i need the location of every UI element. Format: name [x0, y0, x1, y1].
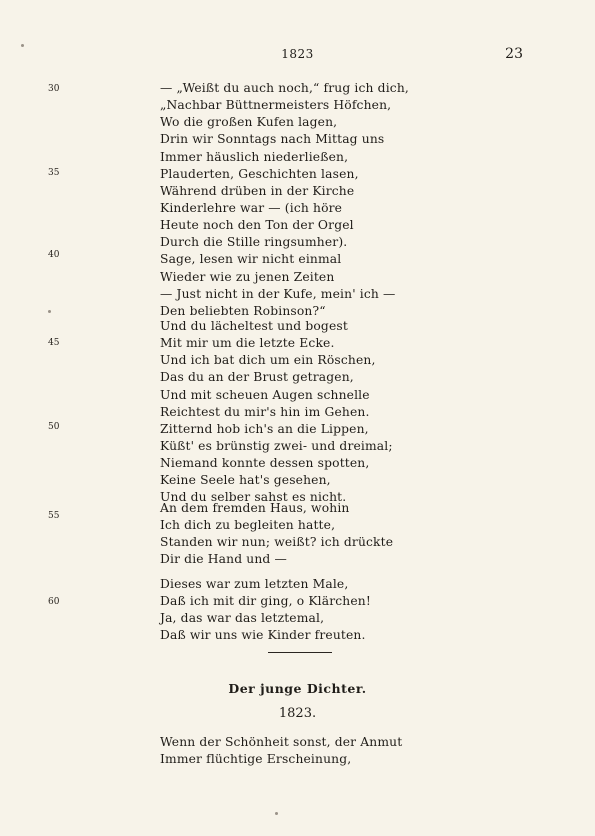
poem-line: Keine Seele hat's gesehen,: [160, 473, 331, 488]
poem-line: Ja, das war das letztemal,: [160, 611, 325, 626]
poem-line: Reichtest du mir's hin im Gehen.: [160, 404, 370, 419]
paper-speck: [275, 812, 278, 815]
poem-line: Standen wir nun; weißt? ich drückte: [160, 535, 394, 550]
poem-line: Und ich bat dich um ein Röschen,: [160, 353, 376, 368]
line-number: 45: [48, 338, 60, 348]
poem-line: Das du an der Brust getragen,: [160, 370, 354, 385]
poem-line: Dieses war zum letzten Male,: [160, 577, 349, 591]
poem-line: Kinderlehre war — (ich höre: [160, 200, 343, 215]
line-number: 55: [48, 511, 60, 521]
paper-speck: [21, 44, 24, 47]
poem-line: Daß ich mit dir ging, o Klärchen!: [160, 594, 371, 609]
poem-line: Daß wir uns wie Kinder freuten.: [160, 628, 366, 643]
line-number: 40: [48, 250, 60, 260]
poem-title: Der junge Dichter.: [228, 681, 367, 696]
poem-line: Drin wir Sonntags nach Mittag uns: [160, 132, 385, 147]
line-number: 30: [48, 84, 60, 94]
poem-line: Wo die großen Kufen lagen,: [160, 115, 338, 130]
poem-line: Immer flüchtige Erscheinung,: [160, 752, 352, 767]
poem-line: Dir die Hand und —: [160, 552, 287, 567]
next-poem-opening: [160, 734, 490, 768]
poem-line: — „Weißt du auch noch,“ frug ich dich,: [160, 81, 409, 95]
section-divider: [268, 652, 332, 653]
poem-line: Wenn der Schönheit sonst, der Anmut: [160, 735, 403, 749]
poem-line: Mit mir um die letzte Ecke.: [160, 336, 335, 351]
poem-line: Niemand konnte dessen spotten,: [160, 456, 370, 471]
stanza-2: [160, 318, 490, 507]
poem-line: Zitternd hob ich's an die Lippen,: [160, 421, 369, 436]
poem-line: Ich dich zu begleiten hatte,: [160, 518, 336, 533]
poem-line: Den beliebten Robinson?“: [160, 303, 326, 318]
poem-line: Durch die Stille ringsumher).: [160, 235, 348, 250]
poem-line: Sage, lesen wir nicht einmal: [160, 252, 342, 267]
line-number: 60: [48, 597, 60, 607]
stanza-4: [160, 576, 490, 645]
line-number: 35: [48, 168, 60, 178]
poem-line: — Just nicht in der Kufe, mein' ich —: [160, 286, 396, 301]
page-number: 23: [505, 46, 523, 62]
poem-line: Immer häuslich niederließen,: [160, 149, 349, 164]
poem-line: Heute noch den Ton der Orgel: [160, 218, 354, 233]
stanza-3: [160, 500, 490, 569]
poem-line: „Nachbar Büttnermeisters Höfchen,: [160, 98, 392, 113]
line-number: 50: [48, 422, 60, 432]
stanza-1: [160, 80, 490, 320]
poem-line: Während drüben in der Kirche: [160, 183, 355, 198]
poem-line: Und du selber sahst es nicht.: [160, 490, 347, 505]
running-header-year: 1823: [281, 47, 314, 61]
poem-line: Und mit scheuen Augen schnelle: [160, 387, 370, 402]
poem-line: Küßt' es brünstig zwei- und dreimal;: [160, 438, 393, 453]
poem-line: Plauderten, Geschichten lasen,: [160, 166, 359, 181]
poem-line: Und du lächeltest und bogest: [160, 319, 348, 333]
poem-year: 1823.: [278, 706, 317, 721]
paper-speck: [48, 310, 51, 313]
poem-line: Wieder wie zu jenen Zeiten: [160, 269, 335, 284]
poem-line: An dem fremden Haus, wohin: [160, 501, 350, 515]
